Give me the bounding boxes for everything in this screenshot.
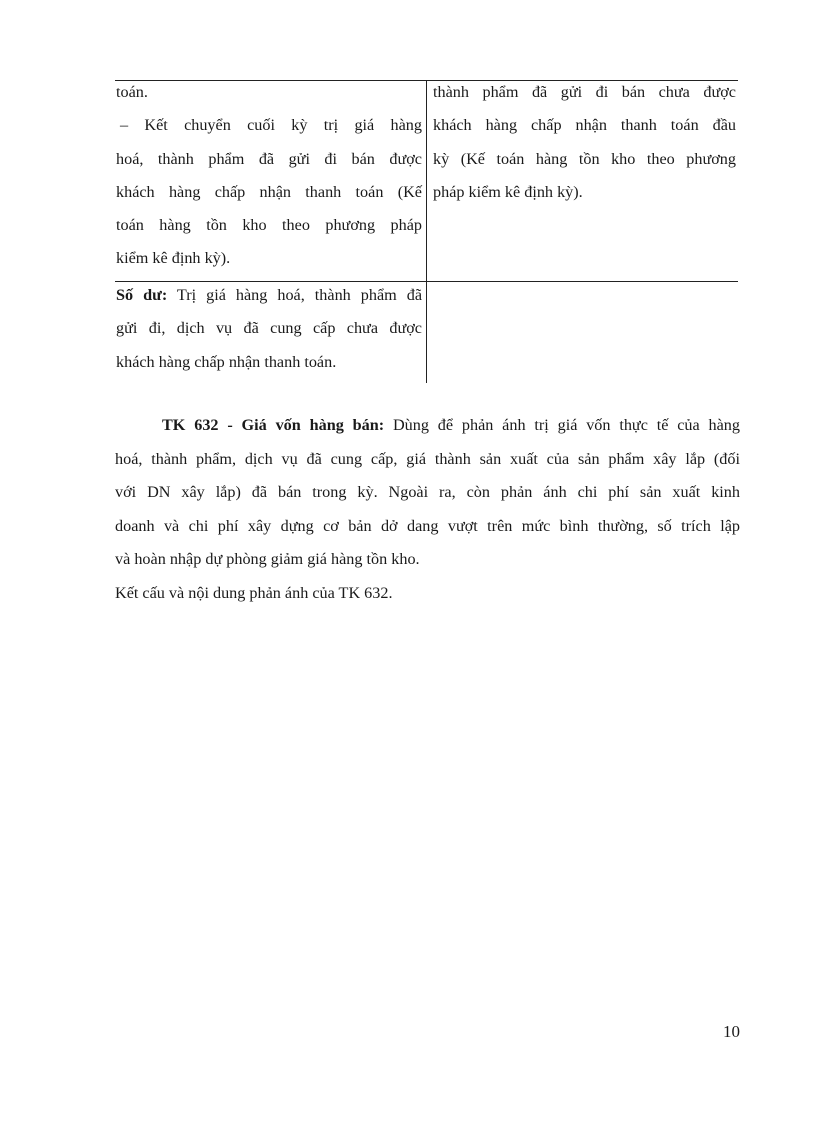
section-paragraph: [115, 409, 740, 610]
page-number: 10: [723, 1022, 740, 1041]
debit-line: hoá, thành phẩm đã gửi đi bán được: [116, 149, 422, 168]
paragraph-text: Dùng để phản ánh trị giá vốn thực tế của hàng: [384, 416, 740, 434]
account-ledger-table: [115, 80, 738, 383]
structure-note: Kết cấu và nội dung phản ánh của TK 632.: [115, 583, 393, 602]
debit-line: – Kết chuyển cuối kỳ trị giá hàng: [120, 116, 422, 135]
credit-line: kỳ (Kế toán hàng tồn kho theo phương: [433, 149, 736, 168]
balance-label: Số dư:: [116, 286, 168, 304]
debit-line: toán hàng tồn kho theo phương pháp: [116, 216, 422, 235]
paragraph-line: hoá, thành phẩm, dịch vụ đã cung cấp, giá thành sản xuất của sản phẩm xây lắp (đối: [115, 449, 740, 468]
balance-cell: [116, 279, 422, 379]
paragraph-line: và hoàn nhập dự phòng giảm giá hàng tồn kho.: [115, 550, 420, 568]
paragraph-line: với DN xây lắp) đã bán trong kỳ. Ngoài ra, còn phản ánh chi phí sản xuất kinh: [115, 483, 740, 501]
debit-cell-top: [116, 76, 422, 276]
balance-text: Trị giá hàng hoá, thành phẩm đã: [167, 286, 422, 304]
balance-line: [116, 279, 422, 312]
debit-line: toán.: [116, 83, 148, 101]
table-column-divider: [426, 80, 427, 383]
paragraph-line: doanh và chi phí xây dựng cơ bản dở dang vượt trên mức bình thường, số trích lập: [115, 516, 740, 535]
balance-line: gửi đi, dịch vụ đã cung cấp chưa được: [116, 319, 422, 338]
debit-line: khách hàng chấp nhận thanh toán (Kế: [116, 182, 422, 201]
credit-line: khách hàng chấp nhận thanh toán đầu: [433, 116, 736, 135]
credit-cell-top: [433, 76, 736, 209]
credit-line: pháp kiểm kê định kỳ).: [433, 182, 583, 201]
balance-line: khách hàng chấp nhận thanh toán.: [116, 352, 337, 371]
debit-line: kiểm kê định kỳ).: [116, 249, 231, 268]
paragraph-first-line: [115, 409, 740, 443]
section-heading: TK 632 - Giá vốn hàng bán:: [162, 416, 385, 434]
credit-line: thành phẩm đã gửi đi bán chưa được: [433, 83, 736, 101]
